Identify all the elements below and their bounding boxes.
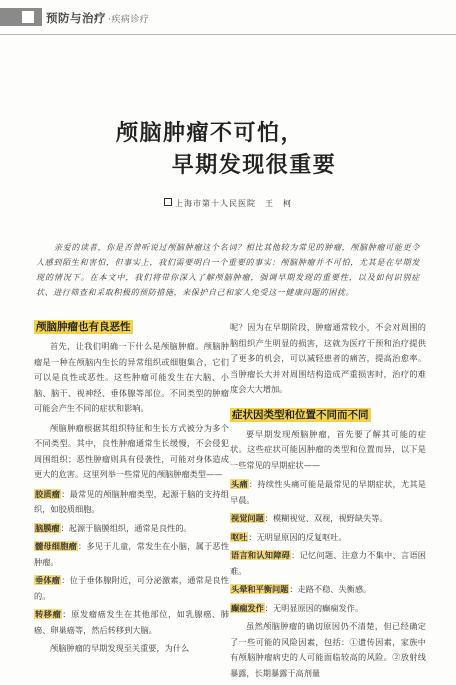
- symptom-label: 语言和认知障碍: [231, 550, 291, 560]
- symptom-item: [230, 601, 426, 617]
- tumor-type-item: [34, 521, 229, 537]
- tumor-type-label: 垂体瘤: [35, 575, 61, 585]
- section-name: [46, 10, 149, 26]
- symptom-item: [230, 530, 426, 546]
- paragraph: 虽然颅脑肿瘤的确切原因仍不清楚，但已经确定了一些可能的风险因素，包括：①遗传因素，家族中有颅脑肿瘤病史的人可能面临较高的风险。②放射线暴露，长期暴露于高剂量: [230, 621, 426, 678]
- symptom-label: 头痛: [231, 479, 248, 489]
- paragraph: 首先，让我们明确一下什么是颅脑肿瘤。颅脑肿瘤是一种在颅脑内生长的异常组织或细胞集合，它们可以是良性或恶性。这些肿瘤可能发生在大脑、小脑、脑干、视神经、垂体腺等部位。不同类型的肿瘤可能会产生不同的症状和影响。: [34, 341, 229, 413]
- tumor-type-item: [34, 607, 229, 638]
- intro-paragraph: 亲爱的读者，你是否曾听说过颅脑肿瘤这个名词？相比其他较为常见的肿瘤，颅脑肿瘤可能更令人感到陌生和害怕，但事实上，我们需要明白一个重要的事实：颅脑肿瘤并不可怕，尤其是在早期发现的情况下。在本文中，我们将带你深入了解颅脑肿瘤，强调早期发现的重要性，以及如何识别症状、进行筛查和采取积极的预防措施，来保护自己和家人免受这一健康问题的困扰。: [36, 243, 420, 297]
- paragraph-continued: 呢？因为在早期阶段，肿瘤通常较小，不会对周围的脑组织产生明显的损害，这就为医疗干预和治疗提供了更多的机会，可以减轻患者的痛苦，提高治愈率。当肿瘤长大并对周围结构造成严重损害时，治疗的难度会大大增加。: [230, 322, 426, 394]
- tumor-type-label: 胶质瘤: [35, 488, 61, 499]
- symptom-item: [230, 548, 426, 579]
- section-subname: ·疾病诊疗: [108, 15, 150, 25]
- section-heading-benign-malignant: 颅脑肿瘤也有良恶性: [36, 321, 131, 333]
- byline-text: 上海市第十人民医院 王 柯: [175, 199, 292, 208]
- tumor-type-desc: ：位于垂体腺附近，可分泌激素，通常是良性的。: [34, 575, 229, 601]
- symptom-label: 呕吐: [231, 531, 248, 542]
- tumor-type-item: [34, 487, 229, 518]
- symptom-item: [230, 582, 426, 598]
- author-byline: [0, 198, 456, 209]
- symptom-label: 头晕和平衡问题: [231, 584, 289, 594]
- header-square-icon: [22, 11, 34, 23]
- article-title-line2: 早期发现很重要: [171, 152, 337, 178]
- section-heading-symptoms: 症状因类型和位置不同而不同: [232, 408, 369, 421]
- section-name-text: 预防与治疗: [46, 11, 106, 25]
- byline-square-icon: [164, 198, 172, 206]
- tumor-type-label: 转移瘤: [35, 609, 62, 619]
- symptom-desc: ：模糊视觉、双视，视野缺失等。: [264, 513, 388, 523]
- left-column: [34, 320, 229, 661]
- symptom-desc: ：记忆问题、注意力不集中、言语困难。: [230, 550, 426, 576]
- tumor-type-item: [34, 539, 229, 570]
- tumor-type-item: [34, 573, 229, 604]
- right-column: [230, 320, 426, 685]
- tumor-type-desc: ：原发瘤癌发生在其他部位，如乳腺癌、肺癌、卵巢癌等，然后转移到大脑。: [34, 609, 229, 635]
- symptom-item: [230, 511, 426, 527]
- section-header: [0, 0, 456, 40]
- paragraph: 颅脑肿瘤的早期发现至关重要，为什么: [50, 643, 190, 653]
- paragraph: 要早期发现颅脑肿瘤，首先要了解其可能的症状。这些症状可能因肿瘤的类型和位置而异，以下是一些常见的早期症状——: [230, 428, 426, 470]
- tumor-type-label: 髓母细胞瘤: [35, 541, 77, 551]
- article-title-line1: 颅脑肿瘤不可怕，: [115, 120, 304, 146]
- symptom-desc: ：无明显原因的癫痫发作。: [264, 602, 364, 613]
- symptom-item: [230, 477, 426, 508]
- header-divider: [0, 34, 456, 35]
- symptom-desc: ：持续性头痛可能是最常见的早期症状，尤其是早晨。: [230, 479, 426, 505]
- tumor-type-label: 脑膜瘤: [35, 522, 60, 533]
- symptom-desc: ：走路不稳、失衡感。: [289, 584, 372, 594]
- symptom-label: 视觉问题: [231, 513, 264, 523]
- header-stripe: [0, 8, 42, 26]
- tumor-type-desc: ：起源于脑膜组织，通常是良性的。: [60, 522, 192, 533]
- paragraph: 颅脑肿瘤根据其组织特征和生长方式被分为多个不同类型。其中，良性肿瘤通常生长缓慢，不会侵犯周围组织；恶性肿瘤则具有侵袭性，可能对身体造成更大的危害。这里列举一些常见的颅脑肿瘤类型——: [34, 422, 229, 479]
- tumor-type-desc: ：多见于儿童，常发生在小脑，属于恶性肿瘤。: [34, 541, 229, 567]
- tumor-type-desc: ：最常见的颅脑肿瘤类型，起源于脑的支持组织，如胶质细胞。: [34, 488, 229, 514]
- symptom-desc: ：无明显原因的反复呕吐。: [248, 531, 347, 542]
- symptom-label: 癫痫发作: [231, 602, 264, 613]
